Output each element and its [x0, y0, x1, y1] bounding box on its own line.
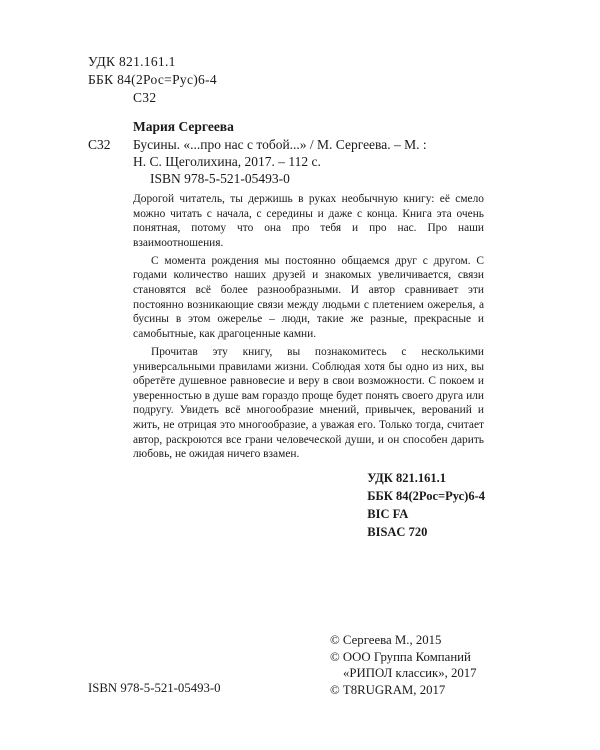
- author-mark-header: С32: [133, 90, 157, 105]
- copyright-line: © Сергеева М., 2015: [330, 633, 442, 647]
- copyright-block: [330, 632, 477, 698]
- bisac-code: BISAC 720: [367, 525, 428, 539]
- author-name: Мария Сергеева: [133, 119, 234, 134]
- footer-isbn: ISBN 978-5-521-05493-0: [88, 681, 221, 695]
- record-isbn: ISBN 978-5-521-05493-0: [150, 171, 290, 186]
- bbk-header: ББК 84(2Рос=Рус)6-4: [88, 72, 217, 87]
- annotation-paragraph: Дорогой читатель, ты держишь в руках необычную книгу: её смело можно читать с начала, с середины и даже с конца. Книга эта очень понятная, потому что она про тебя и про нас. Про наши взаимоотношения.: [133, 193, 484, 249]
- annotation: [133, 192, 484, 465]
- copyright-line: © Т8RUGRAM, 2017: [330, 682, 446, 697]
- udk-code: УДК 821.161.1: [367, 471, 446, 485]
- classification-codes: [367, 469, 485, 541]
- bbk-code: ББК 84(2Рос=Рус)6-4: [367, 489, 485, 503]
- copyright-line: © ООО Группа Компаний: [330, 649, 471, 664]
- annotation-paragraph: Прочитав эту книгу, вы познакомитесь с несколькими универсальными правилами жизни. Соблюдая хотя бы одно из них, вы обретёте душевное равновесие и веру в свои возможности. С покоем и уверенностью в душе вам гораздо проще будет понять своего друга или подругу. Увидеть всё многообразие мнений, привычек, верований и жить, не отрицая это многообразие, а уважая его. Только тогда, считает автор, раскроются все грани человеческой души, и он способен дарить любовь, не ожидая ничего взамен.: [133, 345, 484, 461]
- author-mark: С32: [88, 137, 111, 152]
- annotation-paragraph: С момента рождения мы постоянно общаемся друг с другом. С годами количество наших друзей и знакомых увеличивается, связи становятся всё более разнообразными. И автор сравнивает эти постоянно возникающие связи между людьми с плетением ожерелья, а бусины в этом ожерелье – люди, такие же разные, прекрасные и самобытные, как драгоценные камни.: [133, 254, 484, 340]
- bic-code: BIC FA: [367, 507, 409, 521]
- title-line: Бусины. «...про нас с тобой...» / М. Сергеева. – М. :: [133, 137, 427, 152]
- publisher-line: Н. С. Щеголихина, 2017. – 112 с.: [133, 154, 321, 169]
- udk-header: УДК 821.161.1: [88, 54, 176, 69]
- copyright-line: «РИПОЛ классик», 2017: [343, 666, 477, 680]
